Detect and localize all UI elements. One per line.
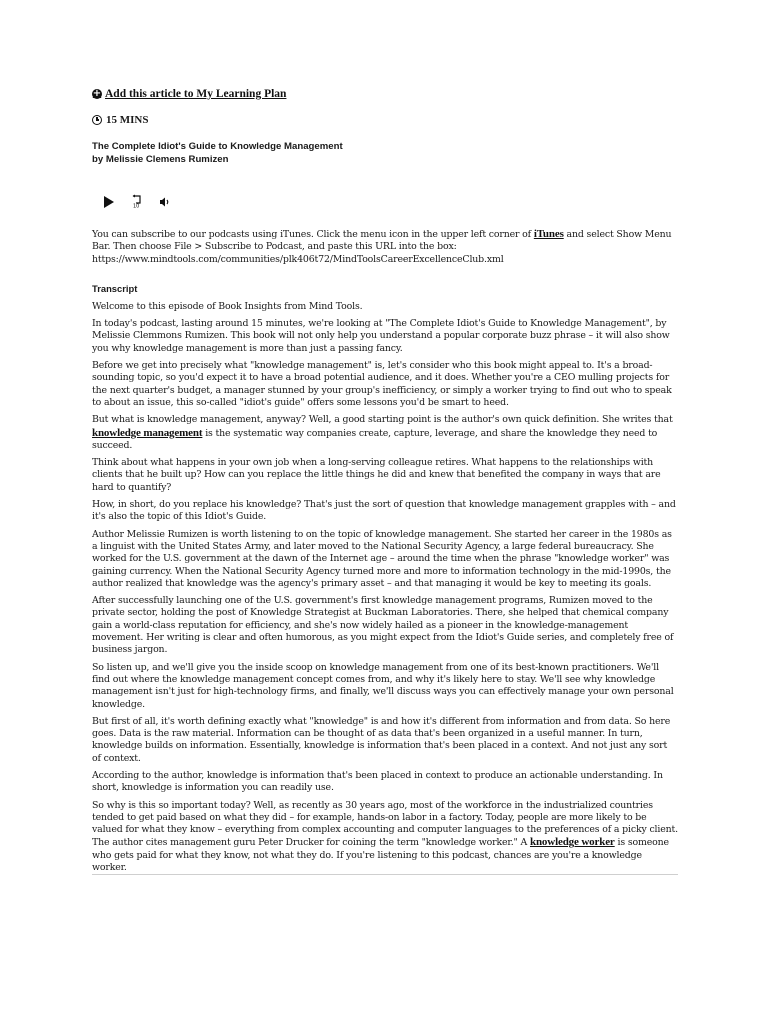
- paragraph: Welcome to this episode of Book Insights from Mind Tools.: [92, 300, 363, 312]
- audio-player: [104, 194, 678, 210]
- rewind-10-icon[interactable]: [130, 193, 143, 212]
- rewind-label: 10: [133, 203, 140, 208]
- paragraph: So listen up, and we'll give you the inside scoop on knowledge management from one of its best-known practitioners. We'll find out where the knowledge management concept comes from, and why it's likely here to stay. We'll see why knowledge management isn't just for high-technology firms, and finally, we'll discuss ways you can effectively manage your own personal knowledge.: [92, 661, 674, 710]
- knowledge-management-link[interactable]: knowledge management: [92, 426, 203, 439]
- add-link-label: Add this article to My Learning Plan: [105, 88, 287, 100]
- paragraph: Author Melissie Rumizen is worth listening to on the topic of knowledge management. She started her career in the 1980s as a linguist with the United States Army, and later moved to the National Security Agency, a large federal bureaucracy. She worked for the U.S. government at the dawn of the Internet age – around the time when the phrase "knowledge worker" was gaining currency. When the National Security Agency turned more and more to information technology in the mid-1990s, the author realized that knowledge was the agency's primary asset – and that managing it would be key to meeting its goals.: [92, 528, 672, 589]
- paragraph: [92, 800, 678, 875]
- transcript-heading: Transcript: [92, 282, 138, 294]
- knowledge-worker-link[interactable]: knowledge worker: [529, 836, 615, 849]
- play-icon[interactable]: [104, 196, 114, 208]
- paragraph: Think about what happens in your own job when a long-serving colleague retires. What happens to the relationships with clients that he built up? How can you replace the little things he did and knew that benefited the company in ways that are hard to quantify?: [92, 457, 661, 493]
- add-to-learning-plan-link[interactable]: [92, 86, 678, 102]
- book-title-line: The Complete Idiot's Guide to Knowledge Management: [92, 141, 343, 152]
- podcast-subscribe-info: [92, 228, 678, 266]
- intro-text-after: and select Show Menu Bar. Then choose File > Subscribe to Podcast, and paste this URL into the box: https://www.mindtools.com/communities/plk406t72/MindToolsCareerExcellenceClub.xml: [92, 229, 672, 265]
- book-author-line: by Melissie Clemens Rumizen: [92, 154, 229, 165]
- paragraph: How, in short, do you replace his knowledge? That's just the sort of question that knowledge management grapples with – and it's also the topic of this Idiot's Guide.: [92, 499, 676, 523]
- paragraph: According to the author, knowledge is information that's been placed in context to produce an actionable understanding. In short, knowledge is information you can readily use.: [92, 769, 663, 794]
- duration: [92, 112, 678, 128]
- divider: [92, 874, 678, 875]
- volume-icon[interactable]: [159, 193, 171, 212]
- paragraph-text: But what is knowledge management, anyway? Well, a good starting point is the author's own quick definition. She writes that: [92, 414, 673, 426]
- clock-icon: [92, 115, 102, 125]
- paragraph: After successfully launching one of the U.S. government's first knowledge management programs, Rumizen moved to the private sector, holding the post of Knowledge Strategist at Buckman Laboratories. There, she helped that chemical company gain a world-class reputation for efficiency, and she's now widely hailed as a pioneer in the knowledge-management movement. Her writing is clear and often humorous, as you might expect from the Idiot's Guide series, and completely free of business jargon.: [92, 595, 674, 656]
- article: [92, 80, 678, 875]
- paragraph-text: So why is this so important today? Well, as recently as 30 years ago, most of the workforce in the industrialized countries tended to get paid based on what they did – for example, hands-on labor in a factory. Today, people are more likely to be valued for what they know – everything from complex accounting and computer languages to the preferences of a picky client. The author cites management guru Peter Drucker for coining the term "knowledge worker." A: [92, 799, 678, 849]
- plus-circle-icon: +: [92, 88, 102, 99]
- paragraph: [92, 414, 678, 452]
- paragraph-text: is the systematic way companies create, capture, leverage, and share the knowledge they need to succeed.: [92, 427, 658, 451]
- paragraph-text: is someone who gets paid for what they know, not what they do. If you're listening to this podcast, chances are you're a knowledge worker.: [92, 837, 669, 874]
- transcript-body: [92, 301, 678, 874]
- paragraph: In today's podcast, lasting around 15 minutes, we're looking at "The Complete Idiot's Guide to Knowledge Management", by Melissie Clemmons Rumizen. This book will not only help you understand a popular corporate buzz phrase – it will also show you why knowledge management is more than just a passing fancy.: [92, 318, 670, 354]
- book-title: [92, 140, 678, 166]
- intro-text: You can subscribe to our podcasts using iTunes. Click the menu icon in the upper left corner of: [92, 229, 534, 240]
- paragraph: Before we get into precisely what "knowledge management" is, let's consider who this book might appeal to. It's a broad-sounding topic, so you'd expect it to have a broad potential audience, and it does. Whether you're a CEO mulling projects for the next quarter's budget, a manager stunned by your group's inefficiency, or simply a worker trying to find out who to speak to about an issue, this so-called "idiot's guide" offers some lessons you'd be smart to heed.: [92, 360, 672, 408]
- duration-label: 15 MINS: [106, 114, 149, 126]
- paragraph: But first of all, it's worth defining exactly what "knowledge" is and how it's different from information and from data. So here goes. Data is the raw material. Information can be thought of as data that's been organized in a useful manner. In turn, knowledge builds on information. Essentially, knowledge is information that's been placed in a context. And not just any sort of context.: [92, 715, 671, 764]
- itunes-link[interactable]: iTunes: [533, 228, 564, 240]
